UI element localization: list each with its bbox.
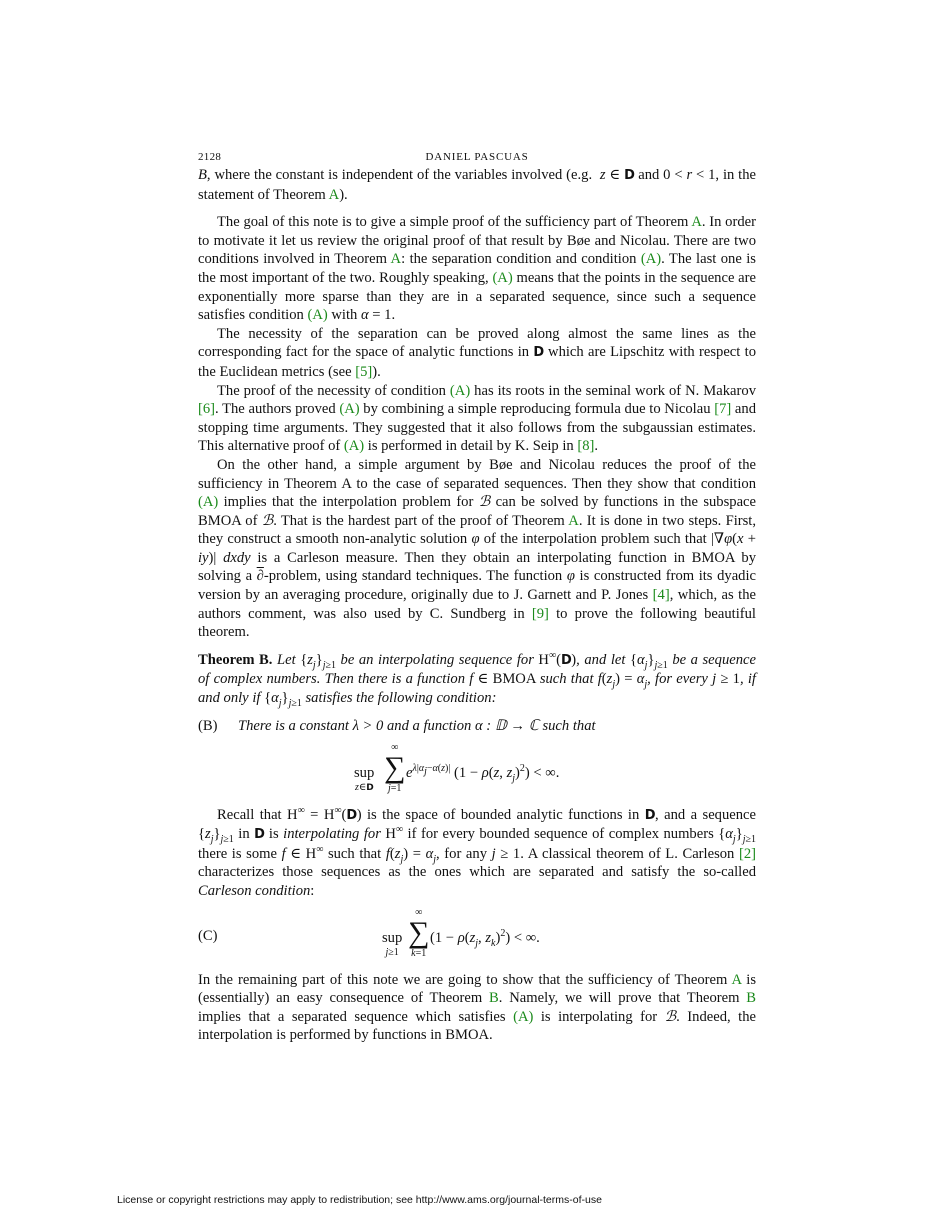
condition-a-link[interactable]: (A) — [640, 251, 662, 268]
theorem-b-link[interactable]: B — [489, 990, 499, 1007]
sum-operator: ∞ ∑ k=1 — [408, 906, 430, 959]
paragraph-necessity: The proof of the necessity of condition (A) has its roots in the seminal work of N. Makarov [6]. The authors proved (A) by combining a simple reproducing formula due to Nicolau [7] and stopping time arguments. They suggested that it also follows from the subgaussian estimates. This alternative proof of (A) is performed in detail by K. Seip in [8]. — [198, 382, 756, 455]
citation-link[interactable]: [8] — [577, 438, 595, 455]
theorem-b-link[interactable]: B — [746, 990, 757, 1007]
citation-link[interactable]: [7] — [714, 401, 732, 418]
citation-link[interactable]: [2] — [738, 845, 756, 862]
page-number: 2128 — [198, 151, 222, 163]
paragraph-goal: The goal of this note is to give a simple proof of the sufficiency part of Theorem A. In order to motivate it let us review the original proof of that result by Bøe and Nicolau. There are two conditions involved in Theorem A: the separation condition and condition (A). The last one is the most important of the two. Roughly speaking, (A) means that the points in the sequence are exponentially more sparse than they are in a separated sequence, since such a sequence satisfies condition (A) with α = 1. — [198, 214, 757, 324]
page-header — [198, 148, 756, 166]
theorem-b-title: Theorem B. — [198, 651, 273, 668]
condition-a-link[interactable]: (A) — [343, 438, 365, 455]
condition-a-link[interactable]: (A) — [449, 382, 471, 399]
sup-operator: sup j≥1 — [382, 929, 403, 959]
equation-c-body: ($1 - \rho(z_j$, $z_k)^2$) < ∞. — [430, 927, 540, 949]
sup-operator: sup z∈D — [354, 764, 375, 794]
condition-b-label: (B) — [198, 717, 218, 734]
theorem-a-link[interactable]: A — [731, 971, 742, 988]
equation-b-body: $e^{\lambda|\alpha_j-\alpha(z)|}$ (1 − ρ(z, $z_j)^2$) < ∞. — [406, 762, 560, 784]
paragraph-sufficiency: On the other hand, a simple argument by Bøe and Nicolau reduces the proof of the sufficiency in Theorem A to the case of separated sequences. Then they show that condition (A) implies that the interpolation problem for ℬ can be solved by functions in the subspace BMOA of ℬ. That is the hardest part of the proof of Theorem A. It is done in two steps. First, they construct a smooth non-analytic solution φ of the interpolation problem such that |∇φ(x + iy)| dxdy is a Carleson measure. Then they obtain an interpolating function in BMOA by solving a ∂-problem, using standard techniques. The function φ is constructed from its dyadic version by an averaging procedure, originally due to J. Garnett and P. Jones [4], which, as the authors comment, was also used by C. Sundberg in [9] to prove the following beautiful theorem. — [198, 456, 756, 641]
condition-b — [198, 717, 756, 736]
theorem-b: Theorem B. Let $\{z_j\}_{j\ge 1}$ be an interpolating sequence for H∞(D), and let $\{\alpha_j\}_{j\ge 1}$ be a sequence of complex numbers. Then there is a function f ∈ BMOA such that $f(z_j) = \alpha_j$, for every j ≥ 1, if and only if $\{\alpha_j\}_{j\ge 1}$ satisfies the following condition: — [198, 649, 756, 709]
license-footer: License or copyright restrictions may apply to redistribution; see http://www.ams.org/journal-terms-of-use — [117, 1194, 602, 1206]
running-head: DANIEL PASCUAS — [425, 151, 529, 163]
condition-a-link[interactable]: (A) — [492, 269, 513, 286]
condition-a-link[interactable]: (A) — [339, 401, 360, 418]
equation-b — [198, 742, 756, 798]
condition-b-text: There is a constant λ > 0 and a function α : 𝔻 → ℂ such that — [238, 717, 596, 734]
paragraph-remaining: In the remaining part of this note we are going to show that the sufficiency of Theorem A is (essentially) an easy consequence of Theorem B. Namely, we will prove that Theorem B implies that a separated sequence which satisfies (A) is interpolating for ℬ. Indeed, the interpolation is performed by functions in BMOA. — [198, 971, 757, 1044]
condition-c-label: (C) — [198, 927, 218, 944]
theorem-a-link[interactable]: A — [328, 186, 340, 203]
condition-a-link[interactable]: (A) — [198, 494, 219, 511]
paper-page — [198, 148, 756, 1045]
condition-a-link[interactable]: (A) — [513, 1008, 534, 1025]
equation-c — [198, 907, 756, 963]
condition-a-link[interactable]: (A) — [307, 307, 328, 324]
theorem-a-link[interactable]: A — [568, 512, 579, 529]
paragraph-separation: The necessity of the separation can be proved along almost the same lines as the corresponding fact for the space of analytic functions in D which are Lipschitz with respect to the Euclidean metrics (see [5]). — [198, 325, 756, 380]
sum-operator: ∞ ∑ j=1 — [384, 741, 406, 794]
theorem-a-link[interactable]: A — [691, 214, 702, 231]
citation-link[interactable]: [5] — [355, 363, 373, 380]
citation-link[interactable]: [6] — [198, 401, 216, 418]
paragraph-recall: Recall that H∞ = H∞(D) is the space of bounded analytic functions in D, and a sequence $\{z_j\}_{j\ge 1}$ in D is interpolating for H∞ if for every bounded sequence of complex numbers $\{\alpha_j\}_{j\ge 1}$ there is some f ∈ H∞ such that $f(z_j) = \alpha_j$, for any j ≥ 1. A classical theorem of L. Carleson [2] characterizes those sequences as the ones which are separated and satisfy the so-called Carleson condition: — [198, 804, 757, 899]
citation-link[interactable]: [9] — [531, 605, 549, 622]
theorem-a-link[interactable]: A — [390, 251, 402, 268]
paragraph-continuation: B, where the constant is independent of the variables involved (e.g. z ∈ D and 0 < r < 1, in the statement of Theorem A). — [198, 167, 756, 203]
citation-link[interactable]: [4] — [652, 587, 670, 604]
